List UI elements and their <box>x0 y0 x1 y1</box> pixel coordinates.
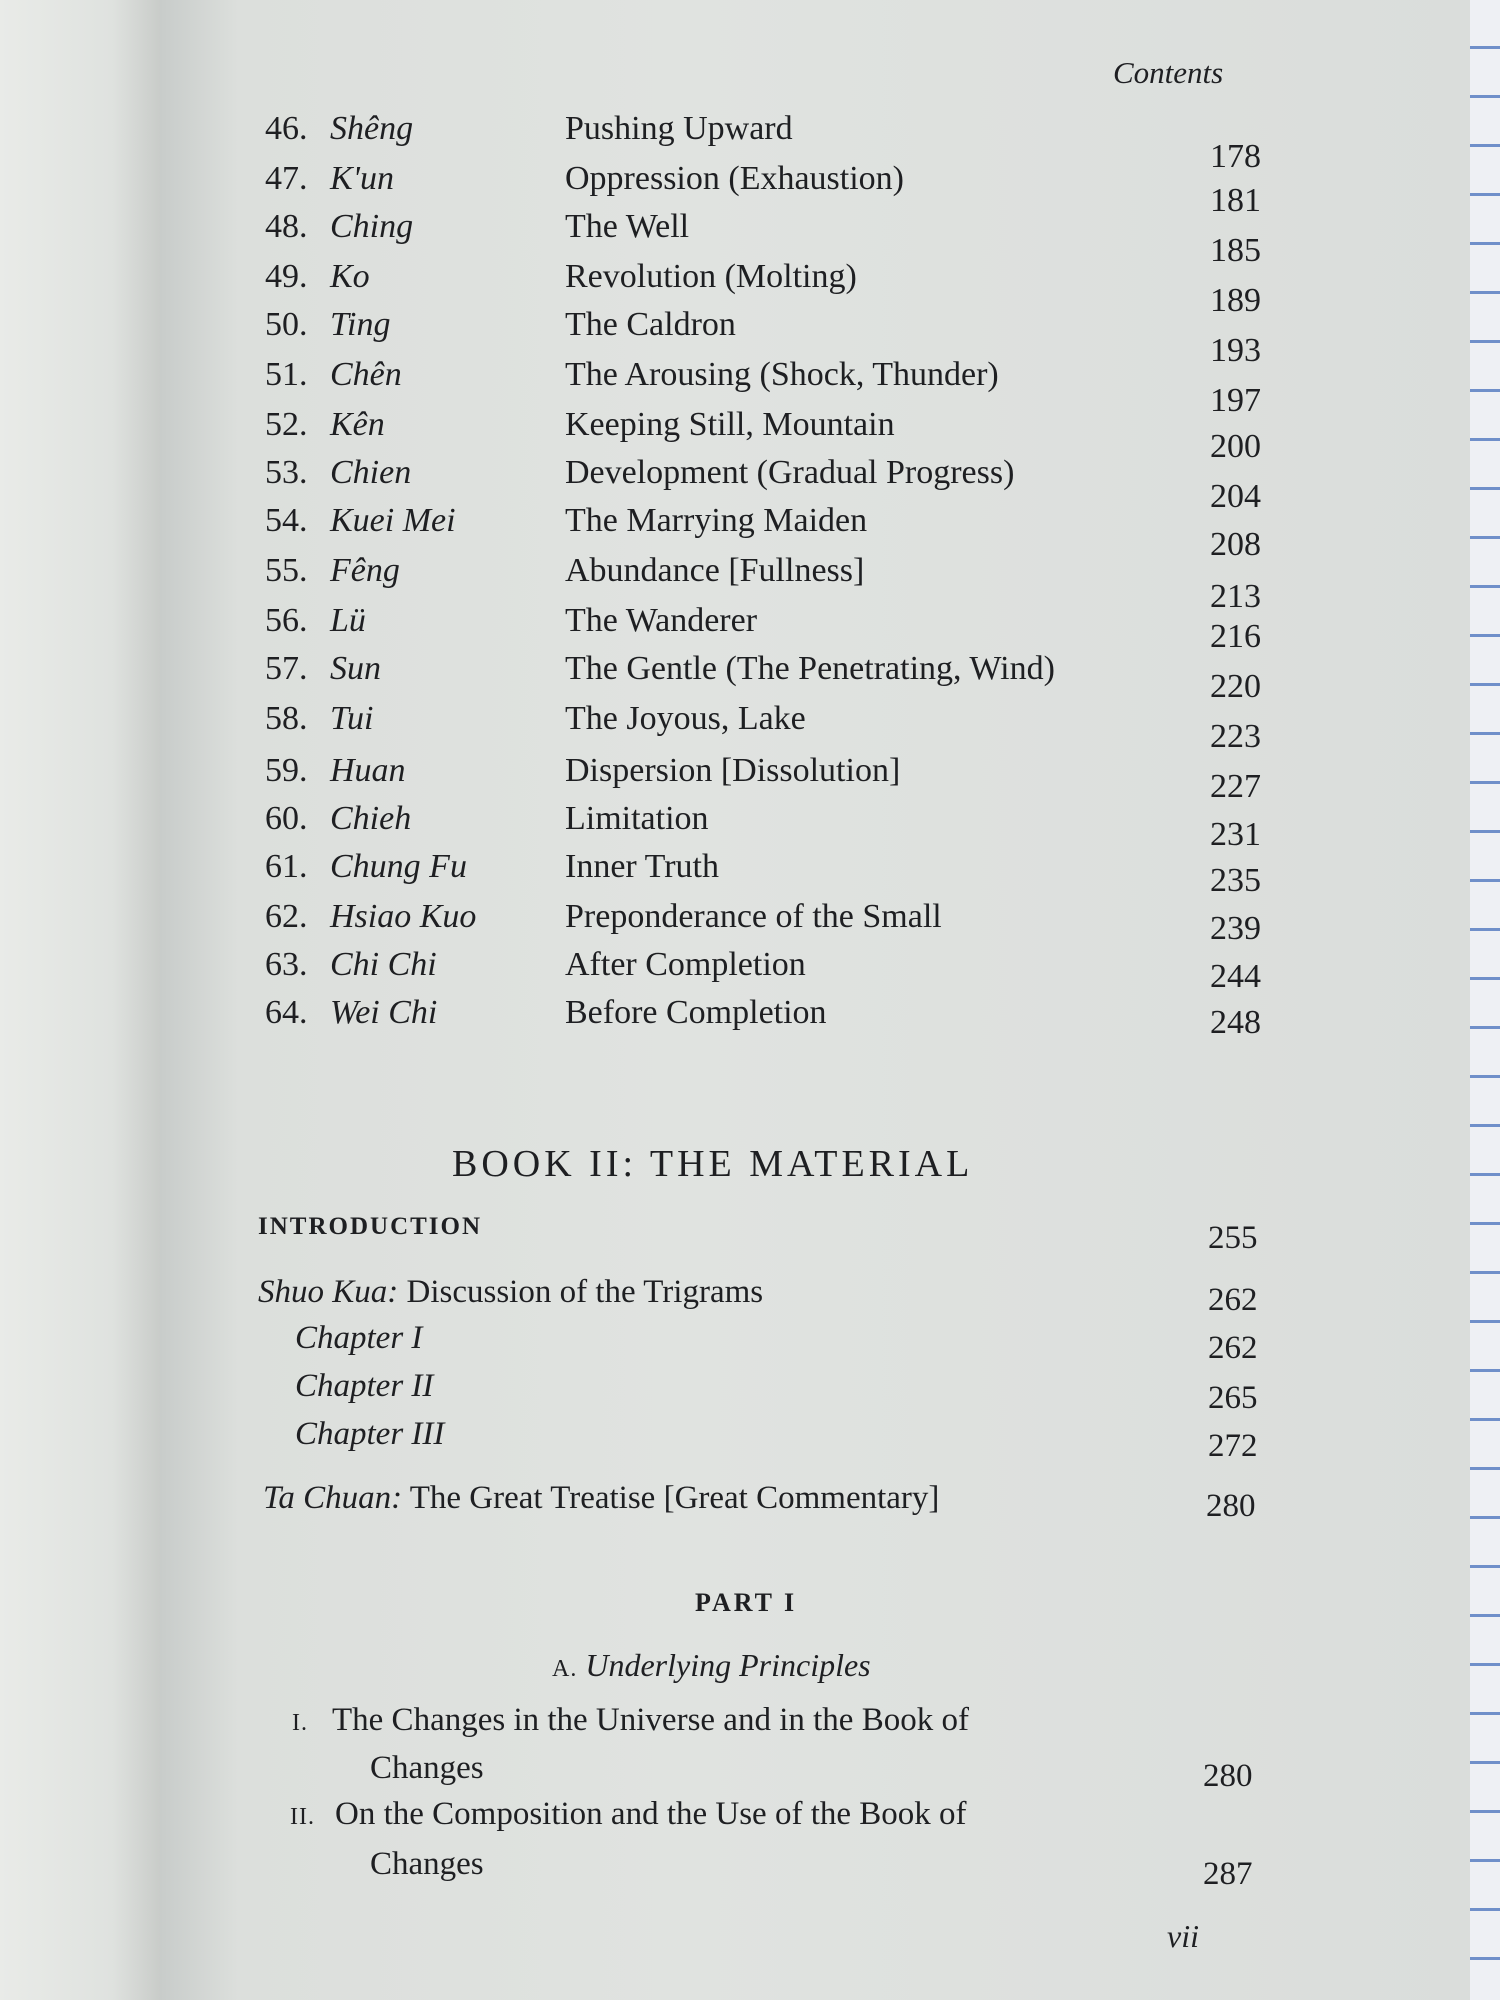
page-number: 181 <box>1210 182 1261 219</box>
item-entry <box>290 1796 967 1833</box>
page-number: 255 <box>1208 1220 1258 1256</box>
item-numeral: II. <box>290 1804 315 1830</box>
hexagram-number: 53. <box>265 454 308 491</box>
introduction-label: INTRODUCTION <box>258 1213 483 1240</box>
chapter-entry: Chapter I <box>295 1320 423 1356</box>
shuo-kua-entry <box>258 1274 763 1311</box>
toc-row <box>0 946 1500 994</box>
page-number: 248 <box>1210 1004 1261 1041</box>
toc-row <box>0 110 1500 175</box>
hexagram-name: Huan <box>330 752 406 789</box>
item-continuation: Changes <box>370 1750 484 1786</box>
item-line: The Changes in the Universe and in the Book of <box>332 1702 969 1738</box>
item-continuation: Changes <box>370 1846 484 1882</box>
page-number: 231 <box>1210 816 1261 853</box>
toc-row <box>0 898 1500 946</box>
hexagram-title: Revolution (Molting) <box>565 258 857 295</box>
hexagram-number: 52. <box>265 406 308 443</box>
page-number: 272 <box>1208 1428 1258 1464</box>
hexagram-name: Lü <box>330 602 366 639</box>
page-number: 178 <box>1210 138 1261 175</box>
page-number: 280 <box>1203 1758 1253 1794</box>
shuo-kua-title: Discussion of the Trigrams <box>406 1274 764 1310</box>
page-number: 193 <box>1210 332 1261 369</box>
hexagram-number: 61. <box>265 848 308 885</box>
section-heading <box>552 1647 871 1684</box>
section-title: Underlying Principles <box>585 1647 871 1683</box>
hexagram-number: 55. <box>265 552 308 589</box>
page-number: 197 <box>1210 382 1261 419</box>
page-number: 262 <box>1208 1282 1258 1318</box>
hexagram-name: Wei Chi <box>330 994 438 1031</box>
hexagram-name: Sun <box>330 650 381 687</box>
hexagram-number: 54. <box>265 502 308 539</box>
toc-row <box>0 800 1500 853</box>
hexagram-name: Kên <box>330 406 385 443</box>
page-number: 216 <box>1210 618 1261 655</box>
hexagram-number: 47. <box>265 160 308 197</box>
page-number: 227 <box>1210 768 1261 805</box>
page-number: 223 <box>1210 718 1261 755</box>
page-number: 200 <box>1210 428 1261 465</box>
hexagram-name: Chi Chi <box>330 946 437 983</box>
page-number: 220 <box>1210 668 1261 705</box>
hexagram-name: Ko <box>330 258 370 295</box>
hexagram-title: The Wanderer <box>565 602 758 639</box>
page-number: 204 <box>1210 478 1261 515</box>
hexagram-title: Inner Truth <box>565 848 719 885</box>
toc-row <box>0 356 1500 419</box>
page-number: 287 <box>1203 1856 1253 1892</box>
folio: vii <box>1167 1918 1199 1954</box>
hexagram-title: The Marrying Maiden <box>565 502 868 539</box>
page-number: 235 <box>1210 862 1261 899</box>
page-number: 208 <box>1210 526 1261 563</box>
hexagram-title: Pushing Upward <box>565 110 793 147</box>
hexagram-title: Oppression (Exhaustion) <box>565 160 905 197</box>
toc-row <box>0 454 1500 515</box>
hexagram-name: Hsiao Kuo <box>330 898 477 935</box>
toc-row <box>0 700 1500 755</box>
hexagram-number: 58. <box>265 700 308 737</box>
ta-chuan-entry <box>263 1480 939 1517</box>
ta-chuan-name: Ta Chuan: <box>263 1480 403 1516</box>
hexagram-number: 64. <box>265 994 308 1031</box>
toc-row <box>0 994 1500 1042</box>
hexagram-number: 50. <box>265 306 308 343</box>
hexagram-name: Chieh <box>330 800 412 837</box>
toc-row <box>0 650 1500 705</box>
hexagram-title: The Joyous, Lake <box>565 700 806 737</box>
hexagram-title: After Completion <box>565 946 806 983</box>
hexagram-title: The Caldron <box>565 306 736 343</box>
hexagram-title: Before Completion <box>565 994 827 1031</box>
hexagram-name: Fêng <box>330 552 400 589</box>
hexagram-title: The Gentle (The Penetrating, Wind) <box>565 650 1055 687</box>
page-number: 213 <box>1210 578 1261 615</box>
hexagram-number: 57. <box>265 650 308 687</box>
hexagram-number: 59. <box>265 752 308 789</box>
chapter-entry: Chapter III <box>295 1416 445 1452</box>
toc-row <box>0 306 1500 369</box>
toc-row <box>0 552 1500 615</box>
page-number: 262 <box>1208 1330 1258 1366</box>
page-number: 265 <box>1208 1380 1258 1416</box>
hexagram-number: 56. <box>265 602 308 639</box>
hexagram-title: Abundance [Fullness] <box>565 552 865 589</box>
hexagram-name: Chien <box>330 454 412 491</box>
hexagram-title: Dispersion [Dissolution] <box>565 752 901 789</box>
hexagram-number: 51. <box>265 356 308 393</box>
item-numeral: I. <box>292 1710 308 1736</box>
toc-row <box>0 160 1500 219</box>
hexagram-number: 46. <box>265 110 308 147</box>
hexagram-name: Shêng <box>330 110 414 147</box>
hexagram-number: 62. <box>265 898 308 935</box>
toc-row <box>0 406 1500 465</box>
hexagram-name: Tui <box>330 700 374 737</box>
toc-row <box>0 602 1500 655</box>
chapter-entry: Chapter II <box>295 1368 434 1404</box>
page-number: 189 <box>1210 282 1261 319</box>
hexagram-name: Kuei Mei <box>330 502 456 539</box>
hexagram-title: The Well <box>565 208 690 245</box>
ta-chuan-title: The Great Treatise [Great Commentary] <box>409 1480 940 1516</box>
item-line: On the Composition and the Use of the Book of <box>335 1796 967 1832</box>
hexagram-number: 48. <box>265 208 308 245</box>
part-heading: PART I <box>695 1588 798 1617</box>
hexagram-name: Chên <box>330 356 402 393</box>
hexagram-title: Development (Gradual Progress) <box>565 454 1015 491</box>
page-number: 239 <box>1210 910 1261 947</box>
toc-row <box>0 752 1500 805</box>
section-letter: A. <box>552 1656 578 1682</box>
toc-row <box>0 258 1500 319</box>
hexagram-number: 49. <box>265 258 308 295</box>
hexagram-name: Chung Fu <box>330 848 467 885</box>
toc-row <box>0 502 1500 563</box>
item-entry <box>292 1702 969 1739</box>
hexagram-title: Preponderance of the Small <box>565 898 942 935</box>
book-title: BOOK II: THE MATERIAL <box>452 1143 974 1185</box>
toc-row <box>0 208 1500 269</box>
hexagram-title: Limitation <box>565 800 709 837</box>
toc-row <box>0 848 1500 899</box>
page-number: 185 <box>1210 232 1261 269</box>
hexagram-number: 60. <box>265 800 308 837</box>
shuo-kua-name: Shuo Kua: <box>258 1274 399 1310</box>
hexagram-title: Keeping Still, Mountain <box>565 406 895 443</box>
page-number: 244 <box>1210 958 1261 995</box>
page-number: 280 <box>1206 1488 1256 1524</box>
hexagram-name: Ching <box>330 208 414 245</box>
hexagram-name: K'un <box>330 160 394 197</box>
hexagram-title: The Arousing (Shock, Thunder) <box>565 356 999 393</box>
hexagram-name: Ting <box>330 306 391 343</box>
hexagram-number: 63. <box>265 946 308 983</box>
running-head: Contents <box>1113 55 1224 90</box>
